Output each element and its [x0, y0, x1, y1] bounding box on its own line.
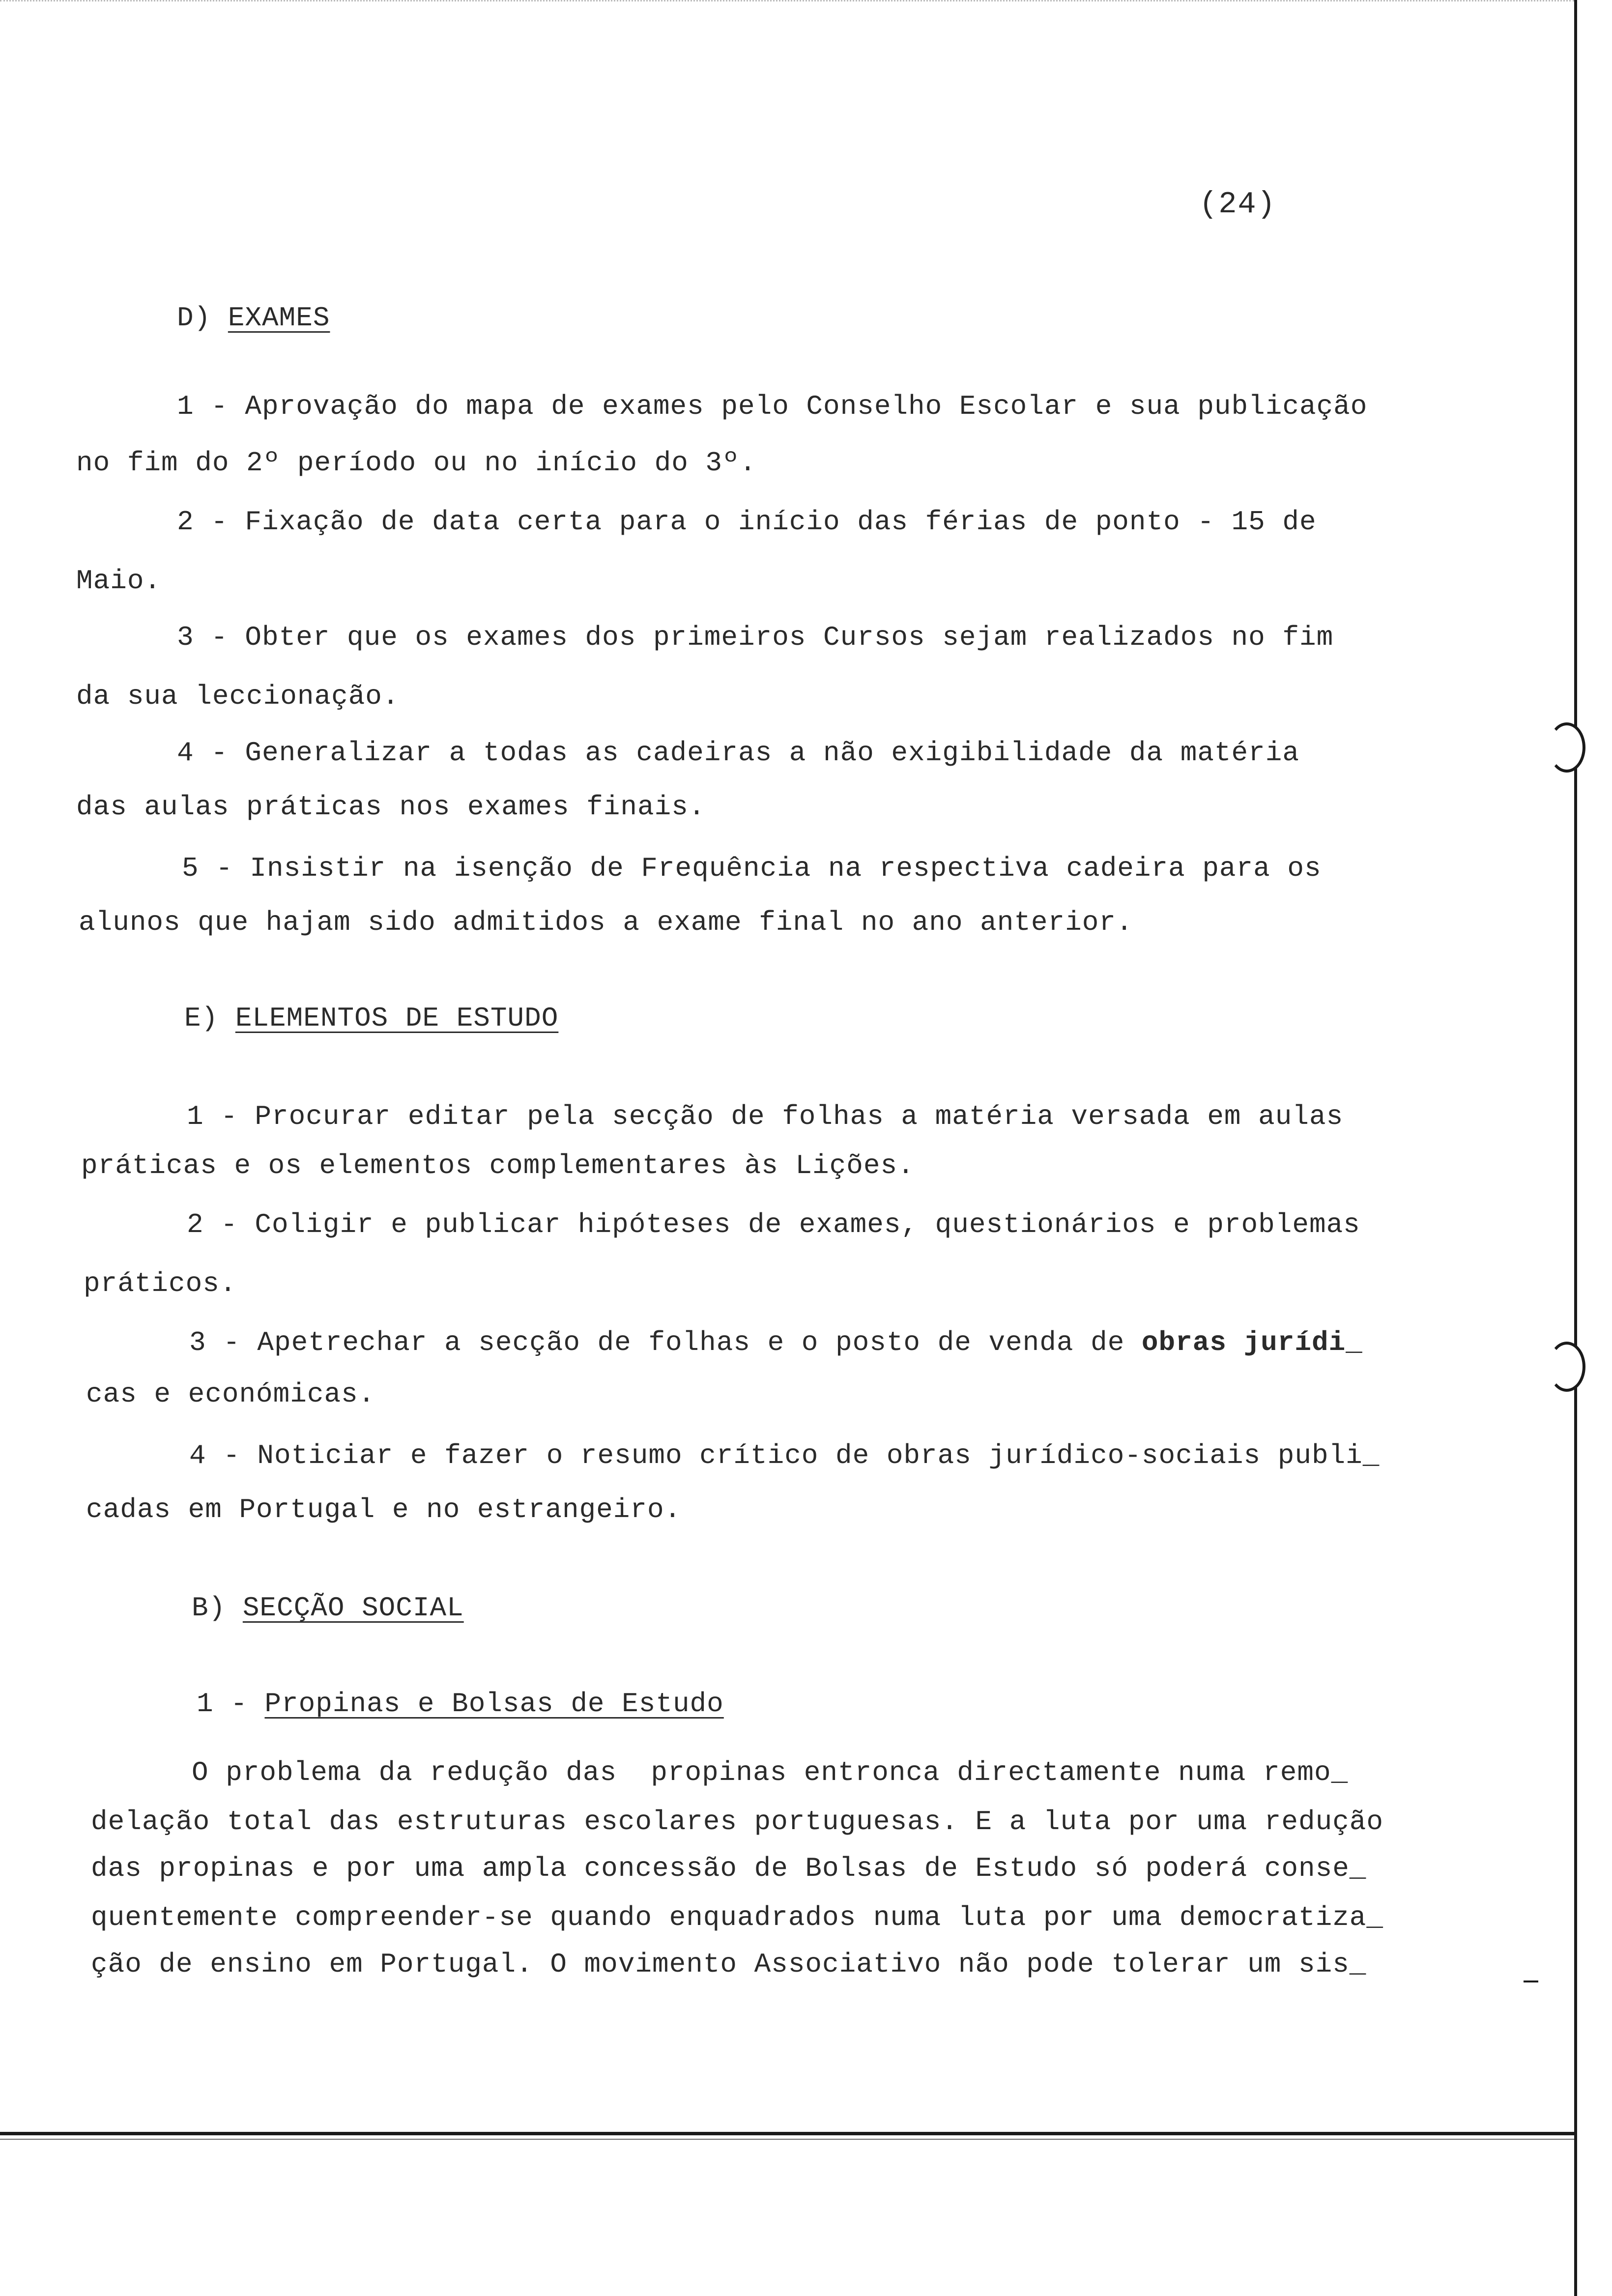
margin-mark — [1524, 1980, 1538, 2004]
elementos-item-4-line-1: 4 - Noticiar e fazer o resumo crítico de obras jurídico-sociais publi_ — [189, 1440, 1380, 1471]
elementos-item-3-line-2: cas e económicas. — [86, 1378, 375, 1410]
section-heading-social: B) SECÇÃO SOCIAL — [192, 1592, 464, 1624]
exames-item-3-line-1: 3 - Obter que os exames dos primeiros Cursos sejam realizados no fim — [177, 622, 1334, 653]
social-paragraph-line-3: das propinas e por uma ampla concessão de Bolsas de Estudo só poderá conse_ — [91, 1853, 1367, 1884]
punch-hole-upper — [1548, 722, 1585, 773]
exames-item-2-line-2: Maio. — [76, 565, 162, 597]
right-margin-rule — [1574, 0, 1577, 2296]
top-edge — [0, 0, 1574, 3]
exames-item-1-line-2: no fim do 2º período ou no início do 3º. — [76, 447, 757, 479]
elementos-item-4-line-2: cadas em Portugal e no estrangeiro. — [86, 1494, 682, 1525]
social-paragraph-line-5: ção de ensino em Portugal. O movimento Associativo não pode tolerar um sis_ — [91, 1949, 1367, 1980]
elementos-item-2-line-1: 2 - Coligir e publicar hipóteses de exames, questionários e problemas — [187, 1209, 1360, 1240]
bottom-margin-rule — [0, 2132, 1574, 2135]
elementos-item-1-line-2: práticas e os elementos complementares às Lições. — [81, 1150, 915, 1181]
exames-item-1-line-1: 1 - Aprovação do mapa de exames pelo Conselho Escolar e sua publicação — [177, 391, 1368, 422]
exames-item-4-line-2: das aulas práticas nos exames finais. — [76, 791, 706, 823]
subsection-heading-propinas: 1 - Propinas e Bolsas de Estudo — [197, 1688, 724, 1720]
exames-item-2-line-1: 2 - Fixação de data certa para o início das férias de ponto - 15 de — [177, 506, 1317, 538]
elementos-item-1-line-1: 1 - Procurar editar pela secção de folhas a matéria versada em aulas — [187, 1101, 1344, 1132]
punch-hole-lower — [1548, 1342, 1585, 1392]
section-heading-elementos: E) ELEMENTOS DE ESTUDO — [184, 1003, 559, 1034]
page-number: (24) — [1199, 187, 1276, 222]
elementos-item-3-line-1: 3 - Apetrechar a secção de folhas e o posto de venda de obras jurídi_ — [189, 1327, 1363, 1358]
elementos-item-2-line-2: práticos. — [84, 1268, 237, 1299]
social-paragraph-line-4: quentemente compreender-se quando enquadrados numa luta por uma democratiza_ — [91, 1902, 1384, 1933]
section-heading-exames: D) EXAMES — [177, 302, 330, 334]
exames-item-5-line-2: alunos que hajam sido admitidos a exame final no ano anterior. — [79, 907, 1133, 938]
exames-item-5-line-1: 5 - Insistir na isenção de Frequência na respectiva cadeira para os — [182, 853, 1322, 884]
social-paragraph-line-2: delação total das estruturas escolares portuguesas. E a luta por uma redução — [91, 1806, 1384, 1837]
social-paragraph-line-1: O problema da redução das propinas entronca directamente numa remo_ — [192, 1757, 1349, 1788]
exames-item-4-line-1: 4 - Generalizar a todas as cadeiras a não exigibilidade da matéria — [177, 737, 1299, 769]
exames-item-3-line-2: da sua leccionação. — [76, 681, 400, 712]
bottom-margin-rule-secondary — [0, 2139, 1574, 2140]
